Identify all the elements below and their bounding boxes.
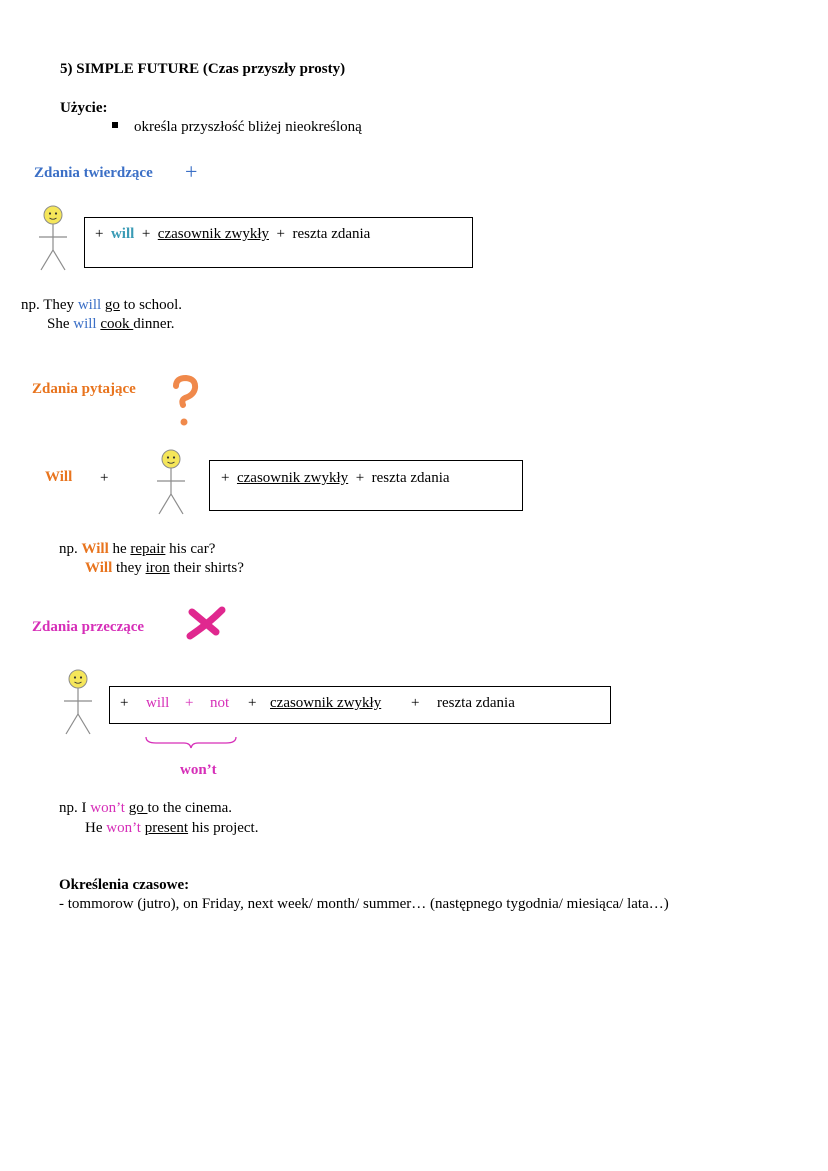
formula-plus: + (120, 695, 129, 711)
cross-mark-icon (182, 604, 230, 644)
interrogative-will-label: Will (45, 469, 73, 485)
affirmative-example-1: np. They will go to school. (21, 297, 182, 313)
negative-heading: Zdania przeczące (32, 619, 145, 635)
interrogative-example-1: np. Will he repair his car? (59, 541, 216, 557)
brace-icon (144, 735, 238, 749)
page-title: 5) SIMPLE FUTURE (Czas przyszły prosty) (60, 61, 346, 77)
formula-will: will (146, 695, 170, 711)
stick-figure-smiley-icon (154, 448, 188, 516)
time-expressions-text: - tommorow (jutro), on Friday, next week/ month/ summer… (następnego tygodnia/ miesiąca/ lata…) (59, 896, 669, 912)
formula-plus: + (411, 695, 420, 711)
interrogative-formula-box (209, 460, 523, 511)
formula-plus: + (276, 226, 285, 242)
negative-example-2: He won’t present his project. (85, 820, 259, 836)
formula-plus: + (221, 470, 230, 486)
formula-verb: czasownik zwykły (270, 695, 382, 711)
stick-figure-smiley-icon (36, 204, 70, 272)
usage-heading: Użycie: (60, 100, 108, 116)
wont-contraction: won’t (180, 762, 217, 778)
formula-rest: reszta zdania (292, 226, 371, 242)
question-mark-icon (168, 374, 202, 428)
formula-plus: + (95, 226, 104, 242)
formula-rest: reszta zdania (371, 470, 450, 486)
formula-plus: + (141, 226, 151, 242)
negative-formula-box (109, 686, 611, 724)
affirmative-formula-box (84, 217, 473, 268)
formula-not: not (210, 695, 230, 711)
interrogative-plus: + (100, 470, 109, 486)
formula-plus: + (248, 695, 257, 711)
formula-rest: reszta zdania (437, 695, 515, 711)
plus-icon: + (185, 159, 198, 184)
formula-verb: czasownik zwykły (157, 226, 269, 242)
stick-figure-smiley-icon (61, 668, 95, 736)
negative-example-1: np. I won’t go to the cinema. (59, 800, 233, 816)
formula-plus: + (355, 470, 365, 486)
affirmative-heading: Zdania twierdzące (34, 165, 153, 181)
interrogative-heading: Zdania pytające (32, 381, 136, 397)
time-expressions-heading: Określenia czasowe: (59, 877, 190, 893)
formula-will: will (110, 226, 135, 242)
interrogative-example-2: Will they iron their shirts? (85, 560, 244, 576)
usage-bullet-text: określa przyszłość bliżej nieokreśloną (134, 119, 362, 135)
formula-plus: + (185, 695, 194, 711)
bullet-icon (112, 122, 118, 128)
affirmative-example-2: She will cook dinner. (47, 316, 175, 332)
formula-verb: czasownik zwykły (236, 470, 349, 486)
